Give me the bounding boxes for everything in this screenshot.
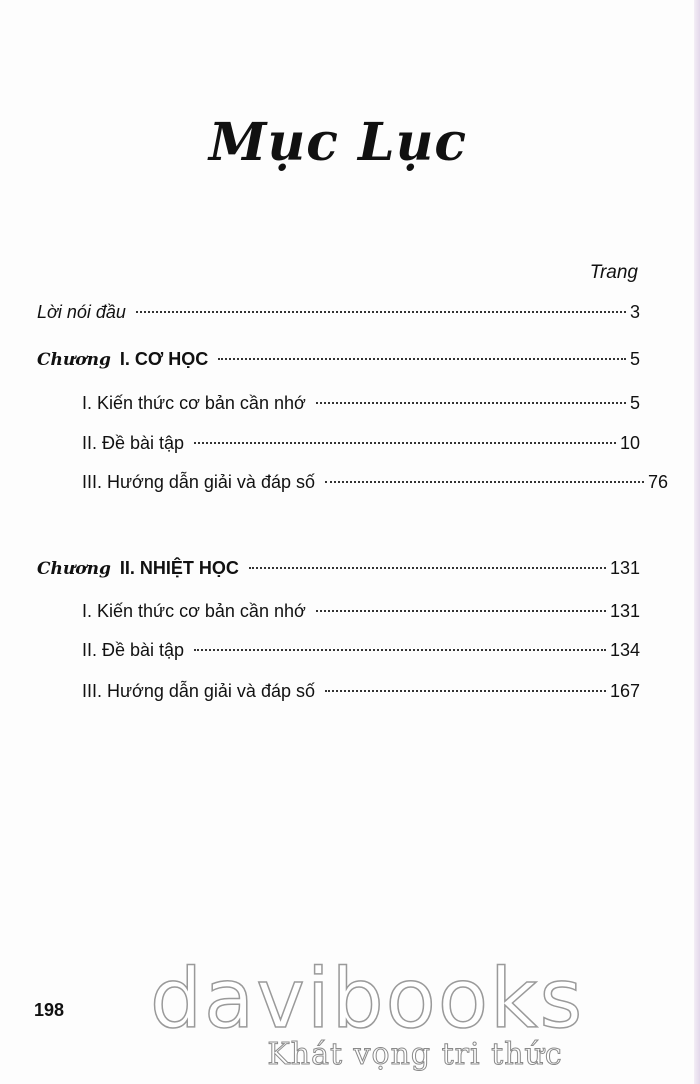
- leader-dots: [316, 610, 606, 612]
- chapter-title: II. NHIỆT HỌC: [119, 558, 239, 578]
- toc-section-1-2: [82, 430, 640, 456]
- toc-entry-label: III. Hướng dẫn giải và đáp số: [82, 681, 315, 701]
- page-column-header: Trang: [589, 262, 638, 283]
- watermark-tagline: Khát vọng tri thức: [267, 1037, 563, 1072]
- toc-page-number: 5: [629, 393, 640, 413]
- leader-dots: [325, 690, 606, 692]
- leader-dots: [218, 358, 626, 360]
- toc-page-number: 76: [647, 472, 668, 492]
- toc-entry-label: I. Kiến thức cơ bản cần nhớ: [82, 393, 306, 413]
- leader-dots: [316, 402, 626, 404]
- toc-entry-preface: [37, 299, 640, 325]
- chapter-title: I. CƠ HỌC: [119, 349, 209, 369]
- toc-page-number: 10: [619, 433, 640, 453]
- toc-entry-label: I. Kiến thức cơ bản cần nhớ: [82, 601, 306, 621]
- toc-section-1-1: [82, 390, 640, 416]
- toc-section-2-2: [82, 637, 640, 663]
- watermark-brand: davibooks: [150, 952, 585, 1047]
- toc-entry-label: III. Hướng dẫn giải và đáp số: [82, 472, 315, 492]
- toc-page-number: 167: [609, 681, 640, 701]
- toc-chapter-2: [37, 555, 640, 581]
- page-edge: [694, 0, 700, 1084]
- toc-page-number: 134: [609, 640, 640, 660]
- toc-chapter-1: [37, 346, 640, 372]
- leader-dots: [136, 311, 626, 313]
- toc-section-1-3: [82, 469, 668, 495]
- leader-dots: [325, 481, 644, 483]
- toc-entry-label: II. Đề bài tập: [82, 640, 185, 660]
- toc-page-number: 3: [629, 302, 640, 322]
- toc-entry-label: Lời nói đầu: [37, 302, 126, 322]
- chapter-prefix: Chương: [37, 559, 111, 579]
- toc-section-2-3: [82, 678, 640, 704]
- leader-dots: [249, 567, 606, 569]
- page-title: Mục Lục: [208, 112, 468, 173]
- chapter-prefix: Chương: [37, 350, 111, 370]
- leader-dots: [194, 442, 616, 444]
- footer-page-number: 198: [34, 1000, 65, 1020]
- toc-section-2-1: [82, 598, 640, 624]
- toc-page-number: 5: [629, 349, 640, 369]
- toc-page-number: 131: [609, 558, 640, 578]
- leader-dots: [194, 649, 606, 651]
- toc-page-number: 131: [609, 601, 640, 621]
- watermark: [150, 952, 585, 1072]
- toc-entry-label: II. Đề bài tập: [82, 433, 185, 453]
